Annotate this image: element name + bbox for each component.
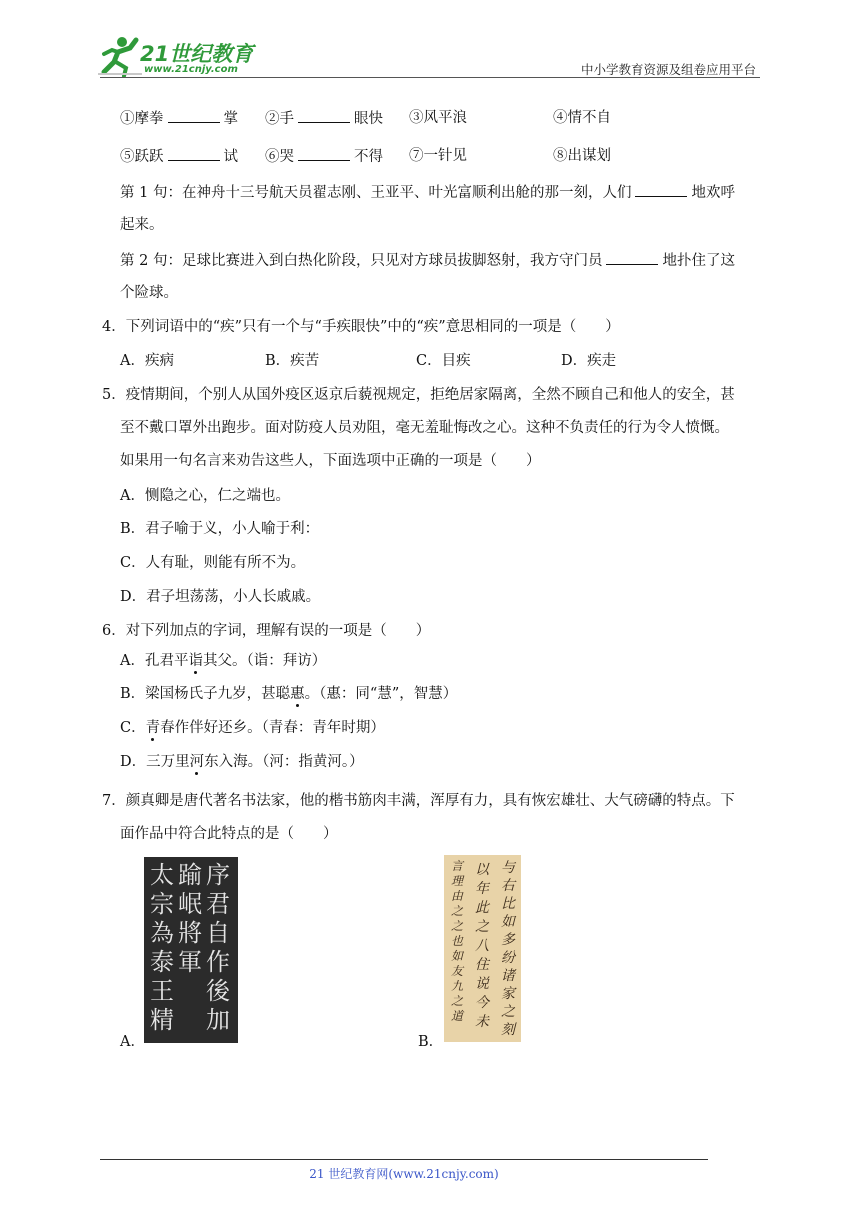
q5-stem-line-2: 至不戴口罩外出跑步。面对防疫人员劝阻，毫无羞耻悔改之心。这种不负责任的行为令人愤慨。 xyxy=(120,420,729,436)
rubbing-col-2: 踰岷將軍 xyxy=(178,861,202,976)
option-a[interactable]: A．疾病 xyxy=(120,353,174,369)
option-b[interactable]: B．君子喻于义，小人喻于利： xyxy=(120,521,320,537)
option-d[interactable]: D．君子坦荡荡，小人长戚戚。 xyxy=(120,589,321,605)
q3-word-6: ⑥哭 不得 xyxy=(265,146,383,167)
q7-stem-line-2: 面作品中符合此特点的是（ ） xyxy=(120,826,338,842)
q6-stem: 6．对下列加点的字词，理解有误的一项是（ ） xyxy=(102,623,431,639)
q3-word-8: ⑧出谋划 xyxy=(553,148,611,164)
header-rule xyxy=(100,77,760,78)
cursive-col-3: 言理由之之也如友九之道 xyxy=(451,859,464,1023)
dotted-char: 河 xyxy=(189,754,205,770)
dotted-char: 惠 xyxy=(290,686,305,702)
calligraphy-cursive-image[interactable] xyxy=(444,855,521,1042)
q3-word-1: ①摩拳 掌 xyxy=(120,108,238,129)
q4-stem: 4．下列词语中的“疾”只有一个与“手疾眼快”中的“疾”意思相同的一项是（ ） xyxy=(102,319,620,335)
option-b-label[interactable]: B． xyxy=(418,1034,444,1050)
rubbing-col-1: 序君自作後加 xyxy=(206,861,230,1034)
fill-blank[interactable] xyxy=(606,250,658,265)
cursive-col-2: 以年此之八住说今未 xyxy=(475,862,489,1030)
fill-blank[interactable] xyxy=(635,182,687,197)
option-d[interactable]: D．疾走 xyxy=(561,353,617,369)
fill-blank[interactable] xyxy=(168,146,220,161)
fill-blank[interactable] xyxy=(168,108,220,123)
q3-sentence-2-cont: 个险球。 xyxy=(120,285,178,301)
option-a-label[interactable]: A． xyxy=(120,1034,145,1050)
option-b[interactable]: B．疾苦 xyxy=(265,353,320,369)
cursive-col-1: 与右比如多纷诸家之刻 xyxy=(501,860,515,1038)
option-d[interactable]: D．三万里河东入海。（河：指黄河。） xyxy=(120,754,364,770)
calligraphy-rubbing-image[interactable] xyxy=(144,857,238,1043)
option-c[interactable]: C．人有耻，则能有所不为。 xyxy=(120,555,306,571)
option-c[interactable]: C．青春作伴好还乡。（青春：青年时期） xyxy=(120,720,385,736)
logo-url-text: www.21cnjy.com xyxy=(144,64,238,75)
runner-logo-icon xyxy=(96,34,144,78)
q3-word-7: ⑦一针见 xyxy=(409,148,467,164)
q3-word-3: ③风平浪 xyxy=(409,110,467,126)
dotted-char: 诣 xyxy=(188,653,203,669)
q3-word-4: ④情不自 xyxy=(553,110,611,126)
logo xyxy=(96,34,266,78)
option-c[interactable]: C．目疾 xyxy=(416,353,471,369)
q3-word-2: ②手 眼快 xyxy=(265,108,383,129)
option-a[interactable]: A．恻隐之心，仁之端也。 xyxy=(120,488,290,504)
q5-stem-line-1: 5．疫情期间，个别人从国外疫区返京后藐视规定，拒绝居家隔离，全然不顾自己和他人的安全，甚 xyxy=(102,387,735,403)
q3-word-5: ⑤跃跃 试 xyxy=(120,146,238,167)
platform-name: 中小学教育资源及组卷应用平台 xyxy=(580,62,756,77)
rubbing-col-3: 太宗為泰王精 xyxy=(150,861,174,1034)
logo-main-text: 21世纪教育 xyxy=(140,42,254,66)
dotted-char: 青 xyxy=(145,720,161,736)
option-a[interactable]: A．孔君平诣其父。（诣：拜访） xyxy=(120,653,327,669)
q5-stem-line-3: 如果用一句名言来劝告这些人，下面选项中正确的一项是（ ） xyxy=(120,453,541,469)
option-b[interactable]: B．梁国杨氏子九岁，甚聪惠。（惠：同“慧”，智慧） xyxy=(120,686,458,702)
q7-stem-line-1: 7．颜真卿是唐代著名书法家，他的楷书筋肉丰满，浑厚有力，具有恢宏雄壮、大气磅礴的特点。下 xyxy=(102,793,735,809)
q3-sentence-2: 第 2 句：足球比赛进入到白热化阶段，只见对方球员拔脚怒射，我方守门员 地扑住了这 xyxy=(120,250,735,271)
footer-link[interactable]: 21 世纪教育网(www.21cnjy.com) xyxy=(309,1167,499,1181)
q3-sentence-1: 第 1 句：在神舟十三号航天员翟志刚、王亚平、叶光富顺利出舱的那一刻，人们 地欢呼 xyxy=(120,182,735,203)
fill-blank[interactable] xyxy=(298,108,350,123)
footer-rule xyxy=(100,1159,708,1160)
fill-blank[interactable] xyxy=(298,146,350,161)
q3-sentence-1-cont: 起来。 xyxy=(120,217,164,233)
